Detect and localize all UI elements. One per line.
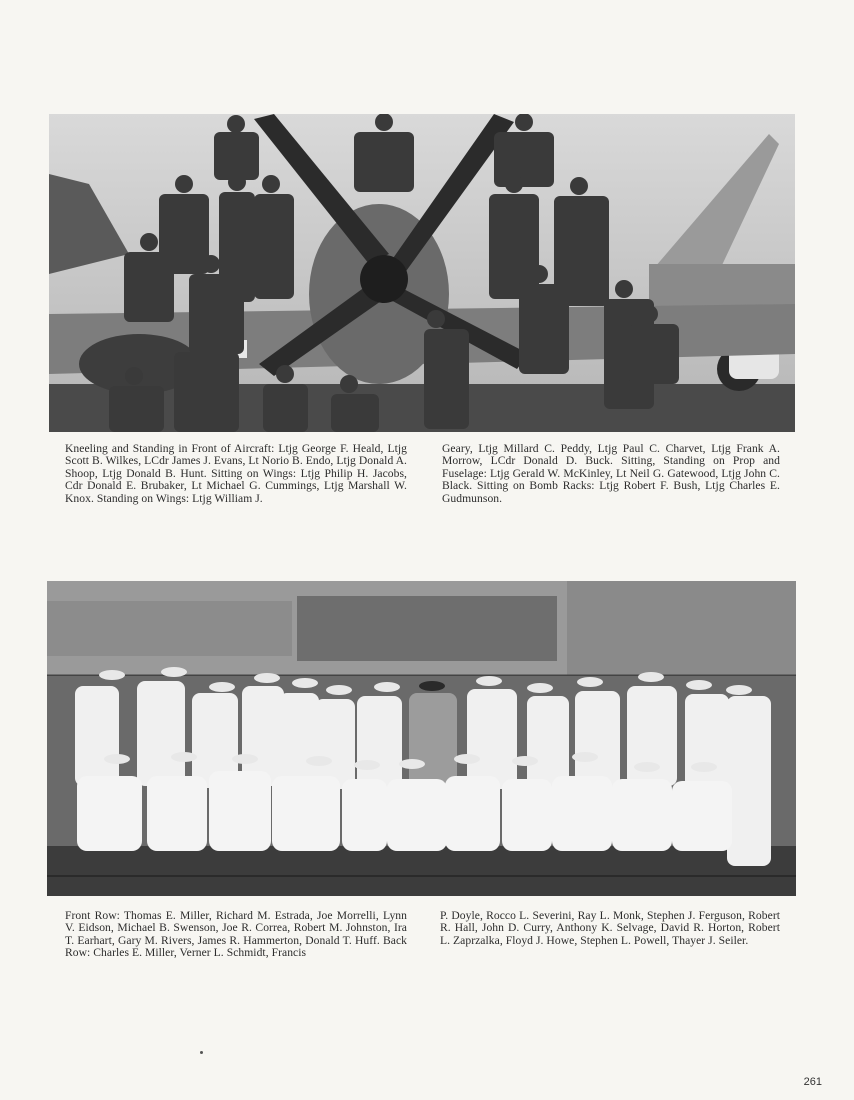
aircraft-crew-photo [49,114,795,432]
top-caption-column-1: Kneeling and Standing in Front of Aircraft: Ltjg George F. Heald, Ltjg Scott B. Wilkes, LCdr James J. Evans, Lt Norio B. Endo, Ltjg Donald A. Shoop, Ltjg Donald B. Hunt. Sitting on Wings: Ltjg Philip H. Jacobs, Cdr Donald E. Brubaker, Lt Michael G. Cummings, Ltjg Marshall W. Knox. Standing on Wings: Ltjg William J. [65,442,407,505]
bottom-caption-column-2: P. Doyle, Rocco L. Severini, Ray L. Monk, Stephen J. Ferguson, Robert R. Hall, John D. Curry, Anthony K. Selvage, David R. Horton, Robert L. Zaprzalka, Floyd J. Howe, Stephen L. Powell, Thayer J. Seiler. [440,909,780,947]
bottom-caption-column-1: Front Row: Thomas E. Miller, Richard M. Estrada, Joe Morrelli, Lynn V. Eidson, Michael B. Swenson, Joe R. Correa, Robert M. Johnston, Ira T. Earhart, Gary M. Rivers, James R. Hammerton, Donald T. Huff. Back Row: Charles E. Miller, Verner L. Schmidt, Francis [65,909,407,960]
sailors-group-photo [47,581,796,896]
top-caption-column-2: Geary, Ltjg Millard C. Peddy, Ltjg Paul C. Charvet, Ltjg Frank A. Morrow, LCdr Donald D. Buck. Sitting, Standing on Prop and Fuselage: Ltjg Gerald W. McKinley, Lt Neil G. Gatewood, Ltjg John C. Black. Sitting on Bomb Racks: Ltjg Robert F. Bush, Ltjg Charles E. Gudmunson. [442,442,780,505]
sailors-group-photo-graphic [47,581,796,896]
print-speck [200,1051,203,1054]
aircraft-crew-photo-graphic [49,114,795,432]
page-number: 261 [803,1076,822,1088]
